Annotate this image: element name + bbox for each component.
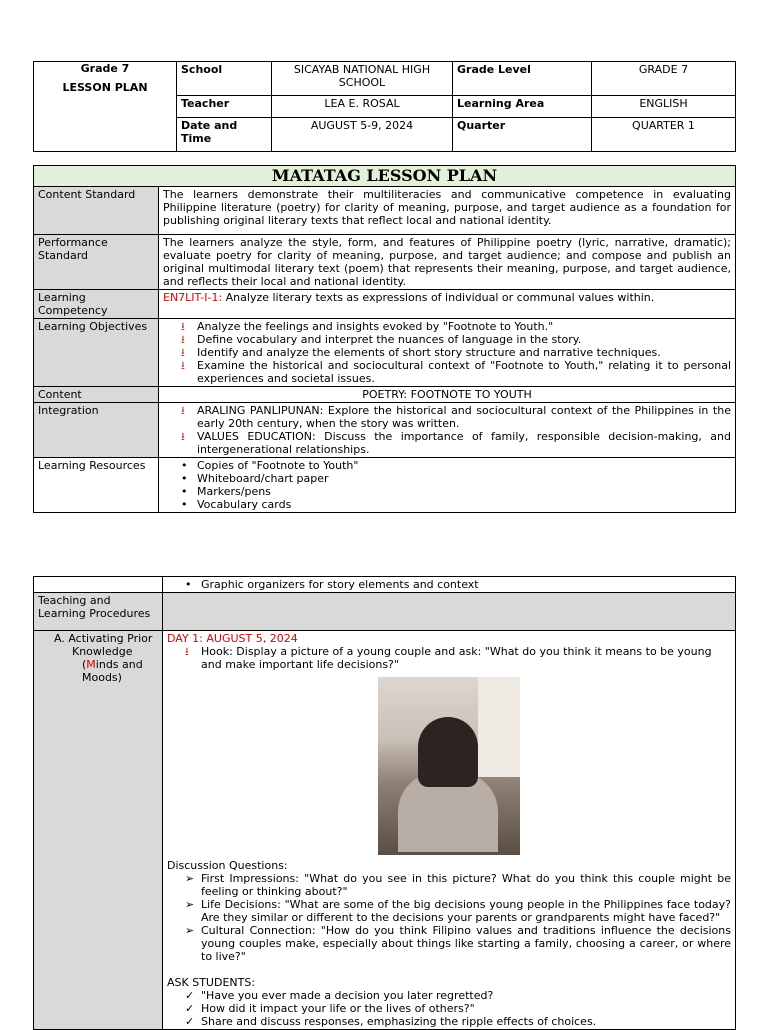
- list-item: ✓ Share and discuss responses, emphasizing the ripple effects of choices.: [185, 1015, 597, 1028]
- list-item: ⭳ Identify and analyze the elements of short story structure and narrative techniques.: [181, 346, 661, 359]
- activating-content: [163, 631, 736, 1030]
- bullet-icon: •: [181, 485, 188, 498]
- arrow-down-icon: ⭳: [181, 430, 185, 443]
- objectives-label: Learning Objectives: [34, 319, 159, 387]
- bullet-icon: •: [185, 578, 192, 591]
- school-value: SICAYAB NATIONAL HIGH SCHOOL: [272, 62, 453, 96]
- list-item: • Copies of "Footnote to Youth": [181, 459, 359, 472]
- quarter-label: Quarter: [453, 118, 592, 152]
- list-item: • Graphic organizers for story elements and context: [185, 578, 479, 591]
- chevron-right-icon: ➢: [185, 872, 195, 885]
- grade-level-label: Grade Level: [453, 62, 592, 96]
- competency-label: Learning Competency: [34, 290, 159, 319]
- checkmark-icon: ✓: [185, 1015, 195, 1028]
- list-item: ⭳ ARALING PANLIPUNAN: Explore the historical and sociocultural context of the Philippines in the early 20th century, when the story was written.: [181, 404, 731, 430]
- date-value: AUGUST 5-9, 2024: [272, 118, 453, 152]
- activating-label: [34, 631, 163, 1030]
- blank-label-cell: [34, 577, 163, 593]
- integration-list: [163, 404, 731, 456]
- chevron-right-icon: ➢: [185, 924, 195, 937]
- photo-figure-front: [418, 717, 478, 787]
- resources-label: Learning Resources: [34, 458, 159, 513]
- objectives-list: [163, 320, 731, 385]
- list-item: ➢ Cultural Connection: "How do you think Filipino values and traditions influence the decisions young couples make, especially about things like starting a family, choosing a career, or where to live?": [185, 924, 731, 963]
- objectives-cell: [159, 319, 736, 387]
- arrow-down-icon: ⭳: [181, 346, 185, 359]
- ask-label: ASK STUDENTS:: [167, 976, 256, 989]
- activating-label-line1: A. Activating Prior: [54, 632, 153, 645]
- discussion-list: [167, 872, 731, 963]
- list-item: ⭳ Analyze the feelings and insights evoked by "Footnote to Youth.": [181, 320, 554, 333]
- plan-title: MATATAG LESSON PLAN: [34, 166, 736, 187]
- content-standard-text: The learners demonstrate their multiliteracies and communicative competence in evaluating Philippine literature (poetry) for clarity of meaning, purpose, and target audience as a foundation for publishing original literary texts that reflect local and national identity.: [159, 187, 736, 235]
- activating-label-line3: (Minds and Moods): [82, 658, 143, 684]
- resources-list: [163, 459, 731, 511]
- header-table: [33, 61, 736, 152]
- competency-cell: [159, 290, 736, 319]
- competency-text: Analyze literary texts as expressions of individual or communal values within.: [222, 291, 655, 304]
- chevron-right-icon: ➢: [185, 898, 195, 911]
- procedures-blank: [163, 593, 736, 631]
- bullet-icon: •: [181, 472, 188, 485]
- performance-standard-label: Performance Standard: [34, 235, 159, 290]
- day-label: DAY 1: AUGUST 5, 2024: [167, 632, 298, 645]
- list-item: • Vocabulary cards: [181, 498, 292, 511]
- quarter-value: QUARTER 1: [592, 118, 736, 152]
- date-label: Date and Time: [177, 118, 272, 152]
- arrow-down-icon: ⭳: [181, 404, 185, 417]
- list-item: • Whiteboard/chart paper: [181, 472, 329, 485]
- list-item: ✓ How did it impact your life or the lives of others?": [185, 1002, 475, 1015]
- teacher-value: LEA E. ROSAL: [272, 96, 453, 118]
- bullet-icon: •: [181, 498, 188, 511]
- lesson-plan-table: [33, 165, 736, 513]
- list-item: ✓ "Have you ever made a decision you later regretted?: [185, 989, 494, 1002]
- activating-label-line2: Knowledge: [72, 645, 133, 658]
- procedures-label: Teaching and Learning Procedures: [34, 593, 163, 631]
- learning-area-value: ENGLISH: [592, 96, 736, 118]
- content-value: POETRY: FOOTNOTE TO YOUTH: [159, 387, 736, 403]
- checkmark-icon: ✓: [185, 1002, 195, 1015]
- photo-background: [478, 677, 520, 777]
- integration-cell: [159, 403, 736, 458]
- discussion-label: Discussion Questions:: [167, 859, 288, 872]
- resource-extra-cell: [163, 577, 736, 593]
- school-label: School: [177, 62, 272, 96]
- grade-cell: [34, 62, 177, 152]
- arrow-down-icon: ⭳: [181, 333, 185, 346]
- arrow-down-icon: ⭳: [181, 320, 185, 333]
- checkmark-icon: ✓: [185, 989, 195, 1002]
- list-item: ⭳ Define vocabulary and interpret the nuances of language in the story.: [181, 333, 582, 346]
- list-item: • Markers/pens: [181, 485, 271, 498]
- arrow-down-icon: ⭳: [185, 645, 189, 658]
- bullet-icon: •: [181, 459, 188, 472]
- grade-label: Grade 7: [80, 62, 130, 75]
- grade-level-value: GRADE 7: [592, 62, 736, 96]
- integration-label: Integration: [34, 403, 159, 458]
- content-standard-label: Content Standard: [34, 187, 159, 235]
- ask-list: [167, 989, 731, 1028]
- procedures-table: [33, 576, 736, 1030]
- list-item: ⭳ VALUES EDUCATION: Discuss the importance of family, responsible decision-making, and intergenerational relationships.: [181, 430, 731, 456]
- competency-code: EN7LIT-I-1:: [163, 291, 223, 304]
- teacher-label: Teacher: [177, 96, 272, 118]
- hook-list: [167, 645, 731, 671]
- list-item: ➢ Life Decisions: "What are some of the big decisions young people in the Philippines face today? Are they similar or different to the decisions your parents or grandparents might have faced?": [185, 898, 731, 924]
- list-item: ⭳ Hook: Display a picture of a young couple and ask: "What do you think it means to be young and make important life decisions?": [185, 645, 712, 671]
- list-item: ⭳ Examine the historical and sociocultural context of "Footnote to Youth," relating it to personal experiences and societal issues.: [181, 359, 731, 385]
- doc-type-label: LESSON PLAN: [62, 81, 148, 94]
- arrow-down-icon: ⭳: [181, 359, 185, 372]
- content-label: Content: [34, 387, 159, 403]
- learning-area-label: Learning Area: [453, 96, 592, 118]
- resources-cell: [159, 458, 736, 513]
- young-couple-photo: [378, 677, 520, 855]
- performance-standard-text: The learners analyze the style, form, and features of Philippine poetry (lyric, narrative, dramatic); evaluate poetry for clarity of meaning, purpose, and target audience; and compose and publish an original multimodal literary text (poem) that represents their meaning, purpose, and target audience, and reflects their local and national identity.: [159, 235, 736, 290]
- resources-list-continued: [167, 578, 731, 591]
- list-item: ➢ First Impressions: "What do you see in this picture? What do you think this couple might be feeling or thinking about?": [185, 872, 731, 898]
